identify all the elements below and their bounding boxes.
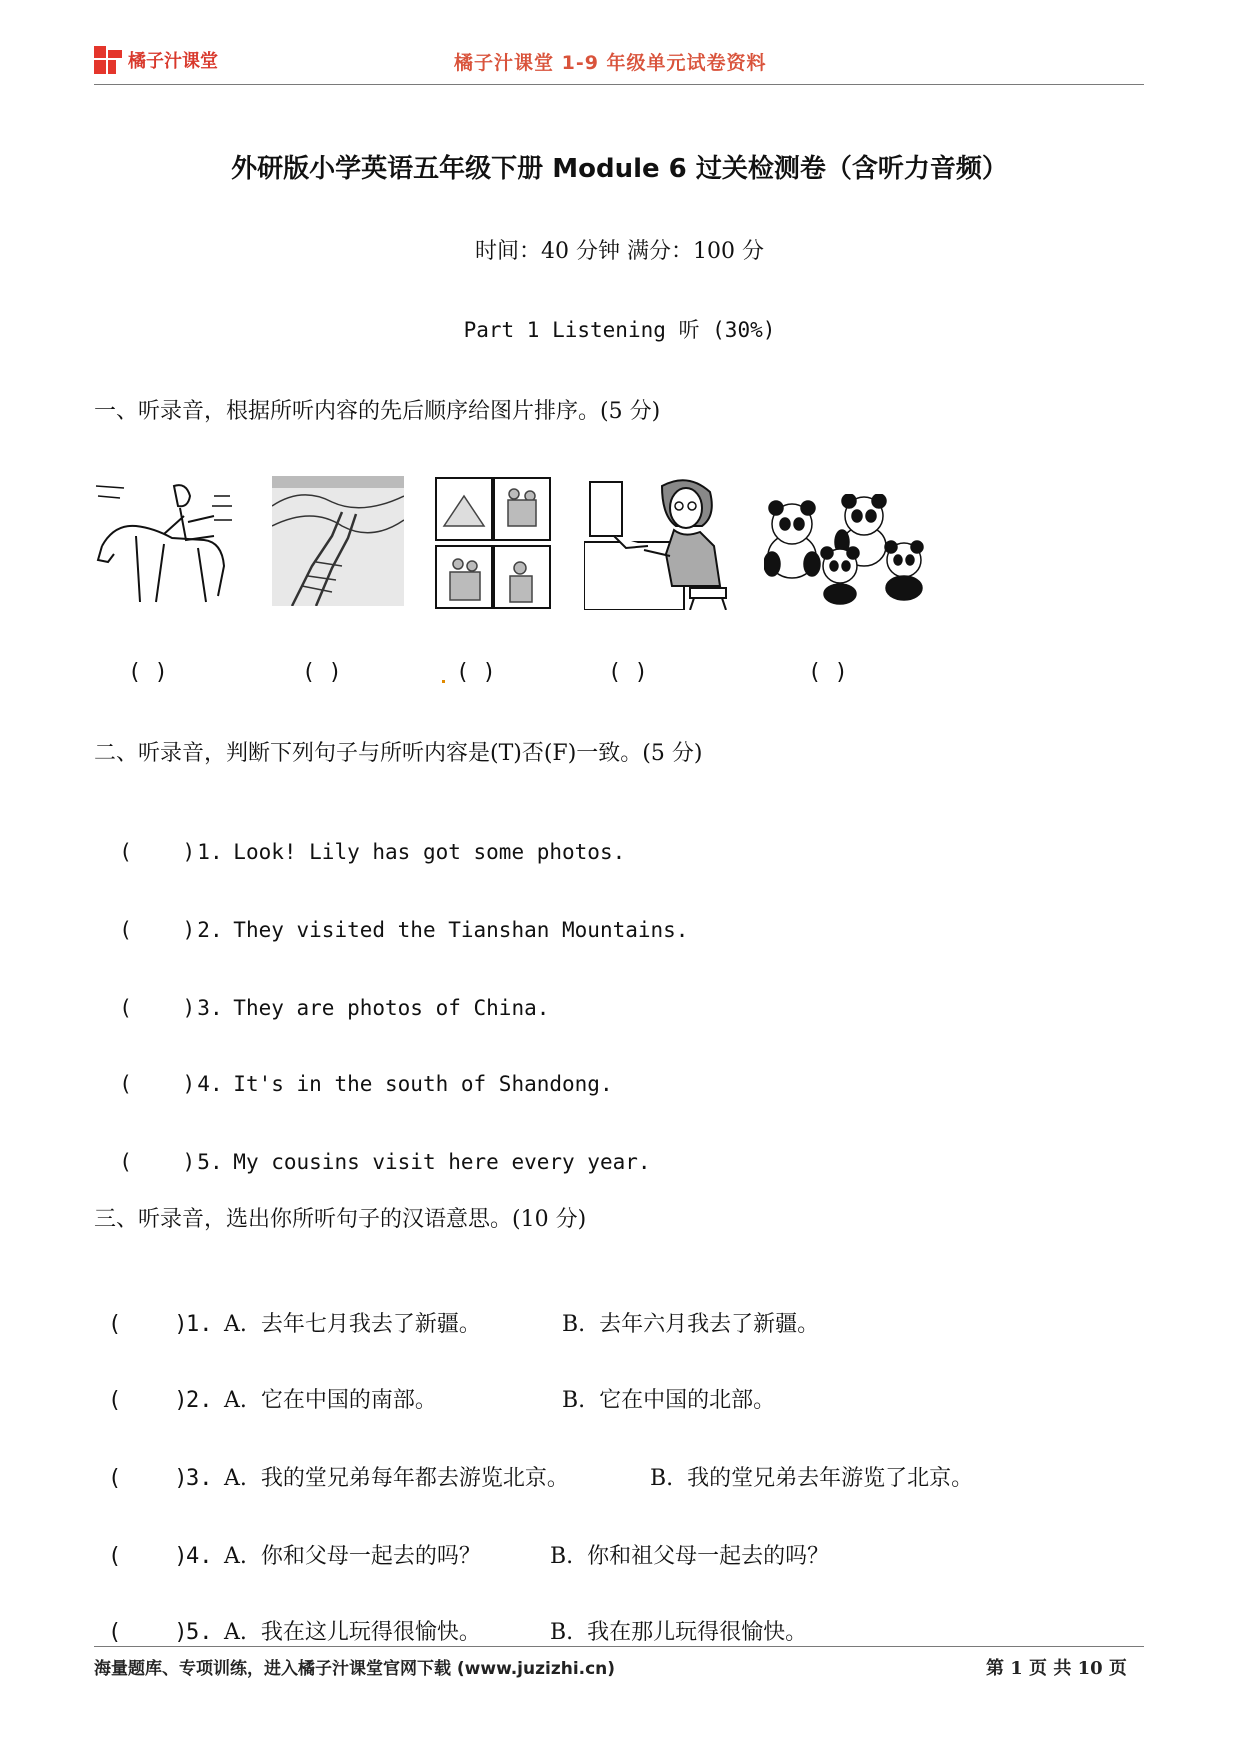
- page-number: 第 1 页 共 10 页: [986, 1658, 1127, 1679]
- item-text: My cousins visit here every year.: [233, 1150, 651, 1174]
- time-score-line: 时间：40 分钟 满分：100 分: [475, 239, 764, 264]
- answer-blank[interactable]: ( ): [108, 1466, 188, 1491]
- page-header: [94, 38, 1144, 84]
- item-number: 4.: [197, 1072, 223, 1096]
- answer-blank[interactable]: ( ): [119, 1150, 196, 1174]
- part-heading: Part 1 Listening 听 (30%): [463, 318, 776, 342]
- item-number: 3.: [186, 1466, 213, 1491]
- answer-blank[interactable]: ( ): [119, 918, 196, 942]
- site-logo: [94, 46, 218, 74]
- answer-blank[interactable]: ( ): [119, 840, 196, 864]
- tf-item: [94, 972, 549, 1020]
- item-number: 1.: [197, 840, 223, 864]
- item-number: 5.: [186, 1620, 213, 1645]
- item-number: 2.: [197, 918, 223, 942]
- item-text: They are photos of China.: [233, 996, 550, 1020]
- great-wall-picture: [272, 476, 404, 606]
- option-a: A. 你和父母一起去的吗？: [224, 1544, 481, 1569]
- item-text: It's in the south of Shandong.: [233, 1072, 613, 1096]
- answer-blank-4[interactable]: ( ): [608, 660, 648, 685]
- woman-computer-picture: [584, 476, 734, 610]
- answer-blank[interactable]: ( ): [108, 1388, 188, 1413]
- logo-icon: [94, 46, 122, 74]
- tf-item: [94, 1048, 613, 1096]
- answer-blank[interactable]: ( ): [108, 1544, 188, 1569]
- tf-item: [94, 816, 625, 864]
- section3-heading: 三、听录音，选出你所听句子的汉语意思。(10 分): [94, 1207, 587, 1232]
- answer-blank[interactable]: ( ): [119, 996, 196, 1020]
- item-number: 5.: [197, 1150, 223, 1174]
- footer-divider: [94, 1646, 1144, 1647]
- option-a: A. 我的堂兄弟每年都去游览北京。: [224, 1466, 569, 1491]
- option-a: A. 我在这儿玩得很愉快。: [224, 1620, 481, 1645]
- option-b: B. 我在那儿玩得很愉快。: [550, 1620, 808, 1645]
- header-title: 橘子汁课堂 1-9 年级单元试卷资料: [454, 52, 767, 74]
- item-text: Look! Lily has got some photos.: [233, 840, 626, 864]
- picture-row: [94, 476, 974, 616]
- option-a: A. 它在中国的南部。: [224, 1388, 437, 1413]
- option-b: B. 去年六月我去了新疆。: [562, 1312, 820, 1337]
- item-text: They visited the Tianshan Mountains.: [233, 918, 689, 942]
- picture-answer-blanks: [0, 660, 1239, 690]
- logo-text: 橘子汁课堂: [128, 51, 218, 72]
- answer-blank[interactable]: ( ): [108, 1312, 188, 1337]
- section1-heading: 一、听录音，根据所听内容的先后顺序给图片排序。(5 分): [94, 399, 661, 424]
- tf-item: [94, 1126, 651, 1174]
- option-b: B. 你和祖父母一起去的吗？: [550, 1544, 830, 1569]
- option-a: A. 去年七月我去了新疆。: [224, 1312, 481, 1337]
- choice-item: [94, 1436, 974, 1492]
- answer-blank-3[interactable]: ( ): [456, 660, 496, 685]
- answer-blank-5[interactable]: ( ): [808, 660, 848, 685]
- decorative-dot: [442, 680, 445, 683]
- item-number: 1.: [186, 1312, 213, 1337]
- choice-item: [94, 1282, 820, 1338]
- choice-item: [94, 1590, 808, 1646]
- choice-item: [94, 1514, 830, 1570]
- answer-blank-2[interactable]: ( ): [302, 660, 342, 685]
- item-number: 4.: [186, 1544, 213, 1569]
- answer-blank-1[interactable]: ( ): [128, 660, 168, 685]
- answer-blank[interactable]: ( ): [119, 1072, 196, 1096]
- item-number: 2.: [186, 1388, 213, 1413]
- section2-heading: 二、听录音，判断下列句子与所听内容是(T)否(F)一致。(5 分): [94, 741, 703, 766]
- header-divider: [94, 84, 1144, 85]
- footer-promo: 海量题库、专项训练，进入橘子汁课堂官网下载 (www.juzizhi.cn): [94, 1659, 616, 1679]
- answer-blank[interactable]: ( ): [108, 1620, 188, 1645]
- choice-item: [94, 1358, 776, 1414]
- option-b: B. 我的堂兄弟去年游览了北京。: [650, 1466, 974, 1491]
- tf-item: [94, 894, 688, 942]
- document-title: 外研版小学英语五年级下册 Module 6 过关检测卷（含听力音频）: [231, 154, 1008, 184]
- option-b: B. 它在中国的北部。: [562, 1388, 776, 1413]
- horse-riding-picture: [94, 476, 234, 606]
- item-number: 3.: [197, 996, 223, 1020]
- photo-album-picture: [434, 476, 552, 610]
- pandas-picture: [764, 494, 944, 606]
